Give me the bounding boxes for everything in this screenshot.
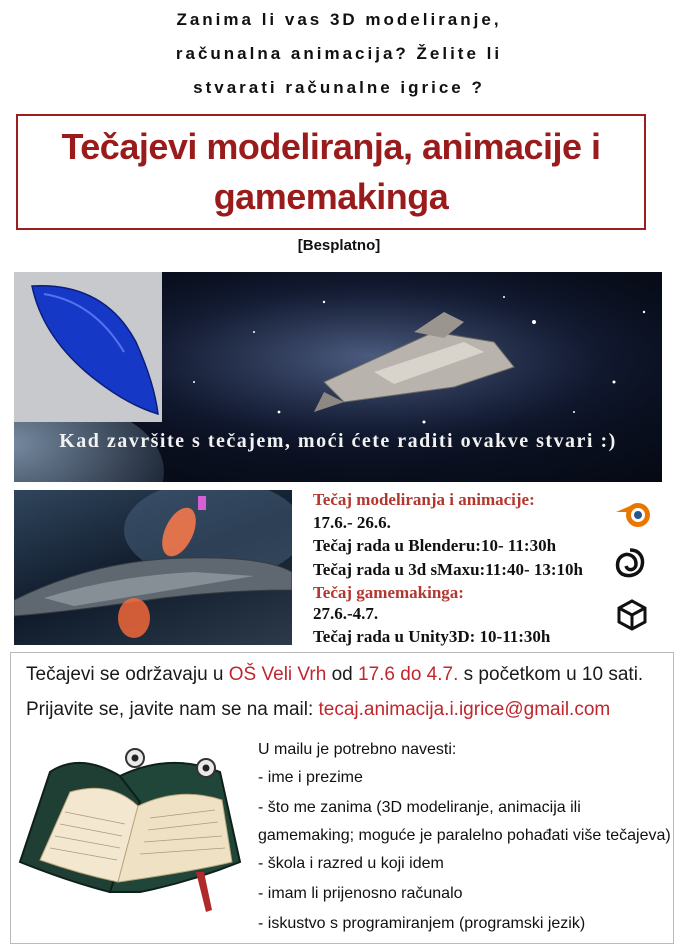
requirement-item: - ime i prezime (258, 769, 363, 786)
info-line-schedule (26, 664, 643, 686)
spaceship-battle-image (14, 490, 292, 645)
unity-course-time: Tečaj rada u Unity3D: 10-11:30h (313, 627, 551, 646)
requirements-heading: U mailu je potrebno navesti: (258, 741, 457, 758)
gamemaking-course-dates: 27.6.-4.7. (313, 604, 379, 623)
price-label: [Besplatno] (297, 237, 381, 254)
max-course-time: Tečaj rada u 3d sMaxu:11:40- 13:10h (313, 560, 583, 579)
unity-logo-icon (614, 597, 650, 633)
intro-line-1: Zanima li vas 3D modeliranje, (176, 10, 502, 29)
info-text: s početkom u 10 sati. (458, 664, 644, 685)
modeling-course-heading: Tečaj modeliranja i animacije: (313, 490, 535, 509)
contact-email-link[interactable]: tecaj.animacija.i.igrice@gmail.com (318, 699, 611, 720)
requirement-item: - iskustvo s programiranjem (programski jezik) (258, 915, 586, 932)
modeling-course-dates: 17.6.- 26.6. (313, 513, 391, 532)
intro-line-2: računalna animacija? Želite li (175, 44, 503, 63)
book-illustration (10, 732, 250, 932)
info-text: Tečajevi se održavaju u (26, 664, 229, 685)
blender-logo-icon (614, 498, 654, 530)
blender-course-time: Tečaj rada u Blenderu:10- 11:30h (313, 536, 557, 555)
gamemaking-course-heading: Tečaj gamemakinga: (313, 583, 464, 602)
intro-line-3: stvarati računalne igrice ? (193, 78, 485, 97)
course-dates: 17.6 do 4.7. (358, 664, 459, 685)
requirement-item: gamemaking; moguće je paralelno pohađati više tečajeva) (258, 827, 671, 844)
title-line-1: Tečajevi modeliranja, animacije i (61, 126, 601, 167)
title-box (16, 114, 646, 230)
requirement-item: - što me zanima (3D modeliranje, animacija ili (258, 799, 581, 816)
school-name: OŠ Veli Vrh (228, 664, 327, 685)
title-line-2: gamemakinga (213, 176, 449, 217)
info-text: Prijavite se, javite nam se na mail: (26, 699, 319, 720)
3ds-max-logo-icon (614, 548, 646, 580)
info-line-contact (26, 699, 610, 721)
requirement-item: - imam li prijenosno računalo (258, 885, 463, 902)
requirement-item: - škola i razred u koji idem (258, 855, 444, 872)
battle-scene-illustration (14, 490, 292, 645)
banner-caption: Kad završite s tečajem, moći ćete raditi ovakve stvari :) (59, 430, 617, 452)
info-text: od (326, 664, 358, 685)
